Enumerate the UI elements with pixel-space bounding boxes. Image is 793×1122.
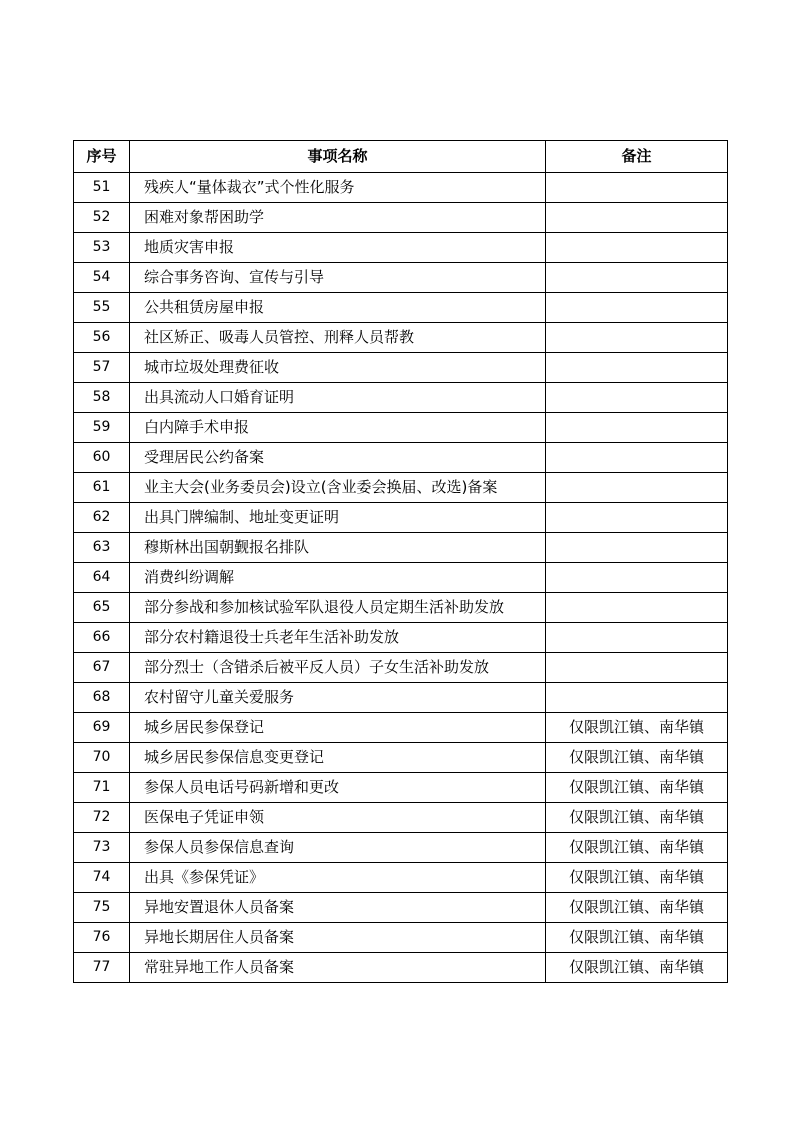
remarks-cell [546, 323, 728, 353]
remarks-cell [546, 413, 728, 443]
table-row [74, 713, 728, 743]
item-name-cell: 综合事务咨询、宣传与引导 [130, 263, 546, 293]
serial-number-cell: 67 [74, 653, 130, 683]
item-name-cell: 残疾人“量体裁衣”式个性化服务 [130, 173, 546, 203]
item-name-cell: 城市垃圾处理费征收 [130, 353, 546, 383]
table-row [74, 773, 728, 803]
remarks-cell [546, 593, 728, 623]
serial-number-cell: 65 [74, 593, 130, 623]
serial-number-cell: 58 [74, 383, 130, 413]
item-name-cell: 城乡居民参保登记 [130, 713, 546, 743]
remarks-cell [546, 293, 728, 323]
item-name-cell: 农村留守儿童关爱服务 [130, 683, 546, 713]
item-name-cell: 异地长期居住人员备案 [130, 923, 546, 953]
remarks-cell [546, 623, 728, 653]
table-row [74, 953, 728, 983]
table-body [74, 173, 728, 983]
header-serial-number: 序号 [74, 141, 130, 173]
item-name-cell: 白内障手术申报 [130, 413, 546, 443]
remarks-cell [546, 263, 728, 293]
item-name-cell: 部分参战和参加核试验军队退役人员定期生活补助发放 [130, 593, 546, 623]
remarks-cell: 仅限凯江镇、南华镇 [546, 743, 728, 773]
serial-number-cell: 64 [74, 563, 130, 593]
item-name-cell: 参保人员参保信息查询 [130, 833, 546, 863]
remarks-cell [546, 203, 728, 233]
header-row [74, 141, 728, 173]
serial-number-cell: 69 [74, 713, 130, 743]
remarks-cell: 仅限凯江镇、南华镇 [546, 713, 728, 743]
table-row [74, 443, 728, 473]
serial-number-cell: 61 [74, 473, 130, 503]
serial-number-cell: 76 [74, 923, 130, 953]
table-row [74, 263, 728, 293]
remarks-cell: 仅限凯江镇、南华镇 [546, 893, 728, 923]
table-row [74, 413, 728, 443]
serial-number-cell: 51 [74, 173, 130, 203]
serial-number-cell: 71 [74, 773, 130, 803]
item-name-cell: 消费纠纷调解 [130, 563, 546, 593]
remarks-cell: 仅限凯江镇、南华镇 [546, 863, 728, 893]
table-row [74, 383, 728, 413]
remarks-cell [546, 563, 728, 593]
item-name-cell: 部分烈士（含错杀后被平反人员）子女生活补助发放 [130, 653, 546, 683]
remarks-cell [546, 443, 728, 473]
serial-number-cell: 63 [74, 533, 130, 563]
item-name-cell: 常驻异地工作人员备案 [130, 953, 546, 983]
table-row [74, 833, 728, 863]
remarks-cell [546, 233, 728, 263]
table-row [74, 473, 728, 503]
table-row [74, 233, 728, 263]
serial-number-cell: 55 [74, 293, 130, 323]
remarks-cell: 仅限凯江镇、南华镇 [546, 833, 728, 863]
item-name-cell: 受理居民公约备案 [130, 443, 546, 473]
item-name-cell: 异地安置退休人员备案 [130, 893, 546, 923]
table-row [74, 323, 728, 353]
table-row [74, 203, 728, 233]
item-name-cell: 出具《参保凭证》 [130, 863, 546, 893]
serial-number-cell: 74 [74, 863, 130, 893]
serial-number-cell: 57 [74, 353, 130, 383]
item-name-cell: 城乡居民参保信息变更登记 [130, 743, 546, 773]
table-row [74, 863, 728, 893]
item-name-cell: 困难对象帮困助学 [130, 203, 546, 233]
remarks-cell [546, 683, 728, 713]
header-remarks: 备注 [546, 141, 728, 173]
remarks-cell: 仅限凯江镇、南华镇 [546, 803, 728, 833]
serial-number-cell: 60 [74, 443, 130, 473]
table-row [74, 593, 728, 623]
remarks-cell [546, 653, 728, 683]
table-row [74, 743, 728, 773]
table-row [74, 533, 728, 563]
table-row [74, 893, 728, 923]
serial-number-cell: 68 [74, 683, 130, 713]
serial-number-cell: 73 [74, 833, 130, 863]
serial-number-cell: 77 [74, 953, 130, 983]
remarks-cell [546, 383, 728, 413]
table-row [74, 683, 728, 713]
remarks-cell [546, 503, 728, 533]
item-name-cell: 出具门牌编制、地址变更证明 [130, 503, 546, 533]
serial-number-cell: 53 [74, 233, 130, 263]
serial-number-cell: 56 [74, 323, 130, 353]
service-items-table [73, 140, 728, 983]
item-name-cell: 医保电子凭证申领 [130, 803, 546, 833]
table-row [74, 623, 728, 653]
serial-number-cell: 66 [74, 623, 130, 653]
remarks-cell [546, 533, 728, 563]
serial-number-cell: 70 [74, 743, 130, 773]
table-row [74, 563, 728, 593]
serial-number-cell: 52 [74, 203, 130, 233]
header-item-name: 事项名称 [130, 141, 546, 173]
item-name-cell: 地质灾害申报 [130, 233, 546, 263]
remarks-cell: 仅限凯江镇、南华镇 [546, 773, 728, 803]
item-name-cell: 公共租赁房屋申报 [130, 293, 546, 323]
table-row [74, 503, 728, 533]
serial-number-cell: 62 [74, 503, 130, 533]
item-name-cell: 业主大会(业务委员会)设立(含业委会换届、改选)备案 [130, 473, 546, 503]
serial-number-cell: 54 [74, 263, 130, 293]
remarks-cell [546, 173, 728, 203]
item-name-cell: 出具流动人口婚育证明 [130, 383, 546, 413]
item-name-cell: 部分农村籍退役士兵老年生活补助发放 [130, 623, 546, 653]
serial-number-cell: 59 [74, 413, 130, 443]
table-row [74, 653, 728, 683]
table-row [74, 803, 728, 833]
remarks-cell: 仅限凯江镇、南华镇 [546, 953, 728, 983]
serial-number-cell: 72 [74, 803, 130, 833]
item-name-cell: 参保人员电话号码新增和更改 [130, 773, 546, 803]
table-row [74, 293, 728, 323]
item-name-cell: 穆斯林出国朝觐报名排队 [130, 533, 546, 563]
remarks-cell [546, 473, 728, 503]
table-row [74, 923, 728, 953]
table-header [74, 141, 728, 173]
table-row [74, 173, 728, 203]
remarks-cell [546, 353, 728, 383]
item-name-cell: 社区矫正、吸毒人员管控、刑释人员帮教 [130, 323, 546, 353]
serial-number-cell: 75 [74, 893, 130, 923]
remarks-cell: 仅限凯江镇、南华镇 [546, 923, 728, 953]
table-row [74, 353, 728, 383]
